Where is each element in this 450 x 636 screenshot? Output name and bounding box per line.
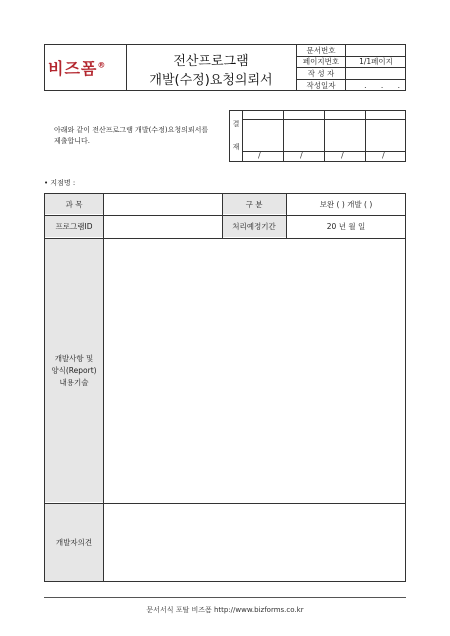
category-label: 구 분 (245, 200, 263, 209)
approval-divider (283, 110, 284, 162)
approval-divider (324, 110, 325, 162)
deadline-value[interactable]: 20 년 월 일 (326, 222, 366, 231)
page-number-label: 페이지번호 (302, 57, 340, 66)
footer-rule (44, 597, 406, 598)
deadline-label: 처리예정기간 (232, 222, 276, 231)
category-value[interactable]: 보완 ( ) 개발 ( ) (319, 200, 373, 209)
approval-date-slash: / (382, 151, 385, 160)
author-label: 작 성 자 (307, 69, 335, 78)
approval-date-slash: / (341, 151, 344, 160)
logo-text: 비즈폼 (48, 59, 98, 78)
date-label: 작성일자 (306, 81, 336, 90)
program-id-label: 프로그램ID (55, 222, 93, 231)
branch-name-label: • 지점명 : (44, 179, 76, 187)
request-text-line1: 아래와 같이 전산프로그램 개발(수정)요청의뢰서를 (54, 126, 209, 134)
details-label-line1: 개발사항 및 (54, 354, 94, 363)
approval-date-slash: / (258, 151, 261, 160)
details-label-line2: 양식(Report) (51, 366, 97, 375)
header-divider (126, 44, 127, 91)
document-title-line1: 전산프로그램 (173, 54, 249, 69)
bizforms-logo (48, 56, 124, 78)
table-row-line (44, 215, 406, 216)
opinion-label: 개발자의견 (55, 538, 93, 547)
request-text-line2: 제출합니다. (54, 137, 91, 145)
details-label (45, 353, 103, 389)
approval-label-top: 결 (232, 120, 240, 128)
opinion-content-area[interactable] (104, 504, 405, 581)
registered-mark: ® (97, 60, 107, 70)
approval-label-bottom: 재 (232, 143, 240, 151)
footer-text: 문서서식 포탈 비즈폼 http://www.bizforms.co.kr (146, 606, 304, 614)
doc-number-label: 문서번호 (306, 46, 336, 55)
subject-value[interactable] (104, 197, 221, 213)
approval-date-slash: / (300, 151, 303, 160)
page-number-value: 1/1페이지 (359, 57, 393, 66)
details-label-line3: 내용기술 (59, 378, 89, 387)
approval-divider (365, 110, 366, 162)
document-title-line2: 개발(수정)요청의뢰서 (149, 73, 273, 88)
approval-box (229, 110, 406, 162)
date-value: . . . (364, 81, 406, 90)
details-content-area[interactable] (104, 239, 405, 502)
subject-label: 과 목 (65, 200, 83, 209)
approval-title-row (242, 119, 406, 120)
approval-divider (242, 110, 243, 162)
program-id-value[interactable] (104, 219, 221, 235)
